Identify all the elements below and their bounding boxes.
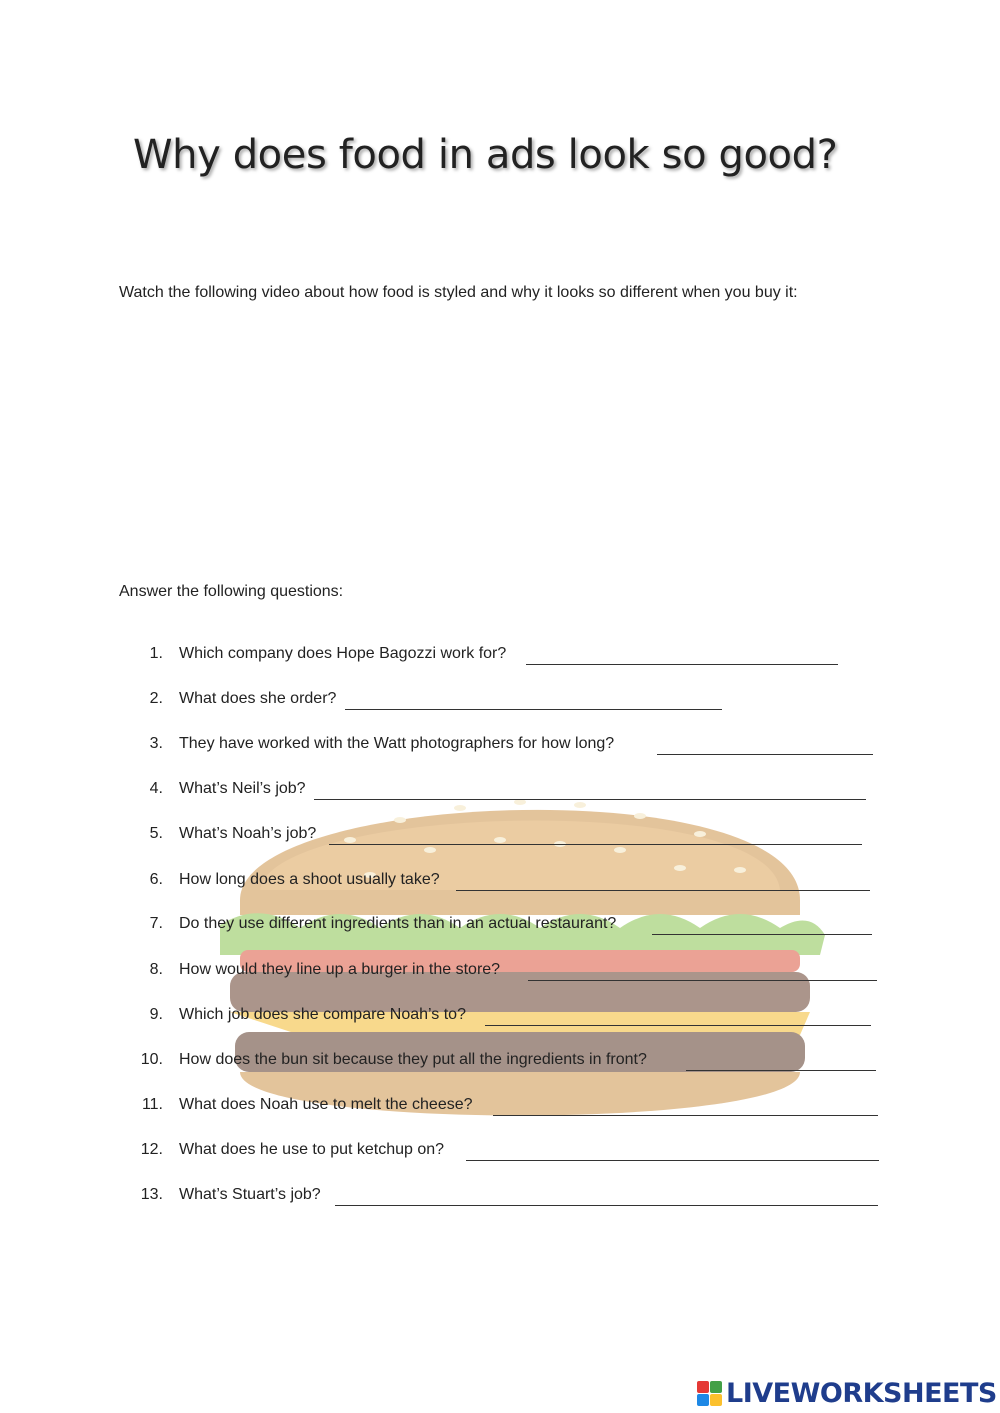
intro-text: Watch the following video about how food is styled and why it looks so different when you buy it: xyxy=(119,284,798,301)
question-number: 1. xyxy=(149,645,163,662)
question-number: 3. xyxy=(149,735,163,752)
question-text: How long does a shoot usually take? xyxy=(179,871,440,888)
answer-input-7[interactable] xyxy=(652,916,872,935)
answer-input-12[interactable] xyxy=(466,1142,879,1161)
question-text: How would they line up a burger in the store? xyxy=(179,961,501,978)
question-number: 6. xyxy=(149,871,163,888)
question-text: Do they use different ingredients than in an actual restaurant? xyxy=(179,915,617,932)
question-number: 8. xyxy=(149,961,163,978)
question-text: What’s Stuart’s job? xyxy=(179,1186,321,1203)
question-number: 12. xyxy=(140,1141,163,1158)
answer-input-9[interactable] xyxy=(485,1007,871,1026)
worksheet-title: Why does food in ads look so good? xyxy=(133,132,838,178)
answer-input-3[interactable] xyxy=(657,736,873,755)
question-text: What does he use to put ketchup on? xyxy=(179,1141,445,1158)
answer-input-6[interactable] xyxy=(456,872,870,891)
question-number: 5. xyxy=(149,825,163,842)
question-number: 7. xyxy=(149,915,163,932)
question-number: 4. xyxy=(149,780,163,797)
answer-input-11[interactable] xyxy=(493,1097,878,1116)
question-number: 11. xyxy=(141,1096,163,1113)
question-text: They have worked with the Watt photographers for how long? xyxy=(179,735,615,752)
question-number: 2. xyxy=(149,690,163,707)
question-text: What’s Neil’s job? xyxy=(179,780,306,797)
questions-heading: Answer the following questions: xyxy=(119,583,344,600)
answer-input-4[interactable] xyxy=(314,781,866,800)
answer-input-1[interactable] xyxy=(526,646,838,665)
question-text: Which company does Hope Bagozzi work for? xyxy=(179,645,507,662)
answer-input-8[interactable] xyxy=(528,962,877,981)
logo-text: LIVEWORKSHEETS xyxy=(726,1378,997,1409)
question-number: 13. xyxy=(140,1186,163,1203)
answer-input-2[interactable] xyxy=(345,691,722,710)
question-text: What’s Noah’s job? xyxy=(179,825,317,842)
answer-input-13[interactable] xyxy=(335,1187,878,1206)
question-text: What does Noah use to melt the cheese? xyxy=(179,1096,473,1113)
question-text: What does she order? xyxy=(179,690,337,707)
question-number: 9. xyxy=(149,1006,163,1023)
question-text: Which job does she compare Noah’s to? xyxy=(179,1006,466,1023)
answer-input-5[interactable] xyxy=(329,826,862,845)
liveworksheets-logo xyxy=(697,1378,997,1409)
question-text: How does the bun sit because they put all the ingredients in front? xyxy=(179,1051,647,1068)
answer-input-10[interactable] xyxy=(686,1052,876,1071)
question-number: 10. xyxy=(140,1051,163,1068)
logo-mark-icon xyxy=(697,1381,722,1406)
